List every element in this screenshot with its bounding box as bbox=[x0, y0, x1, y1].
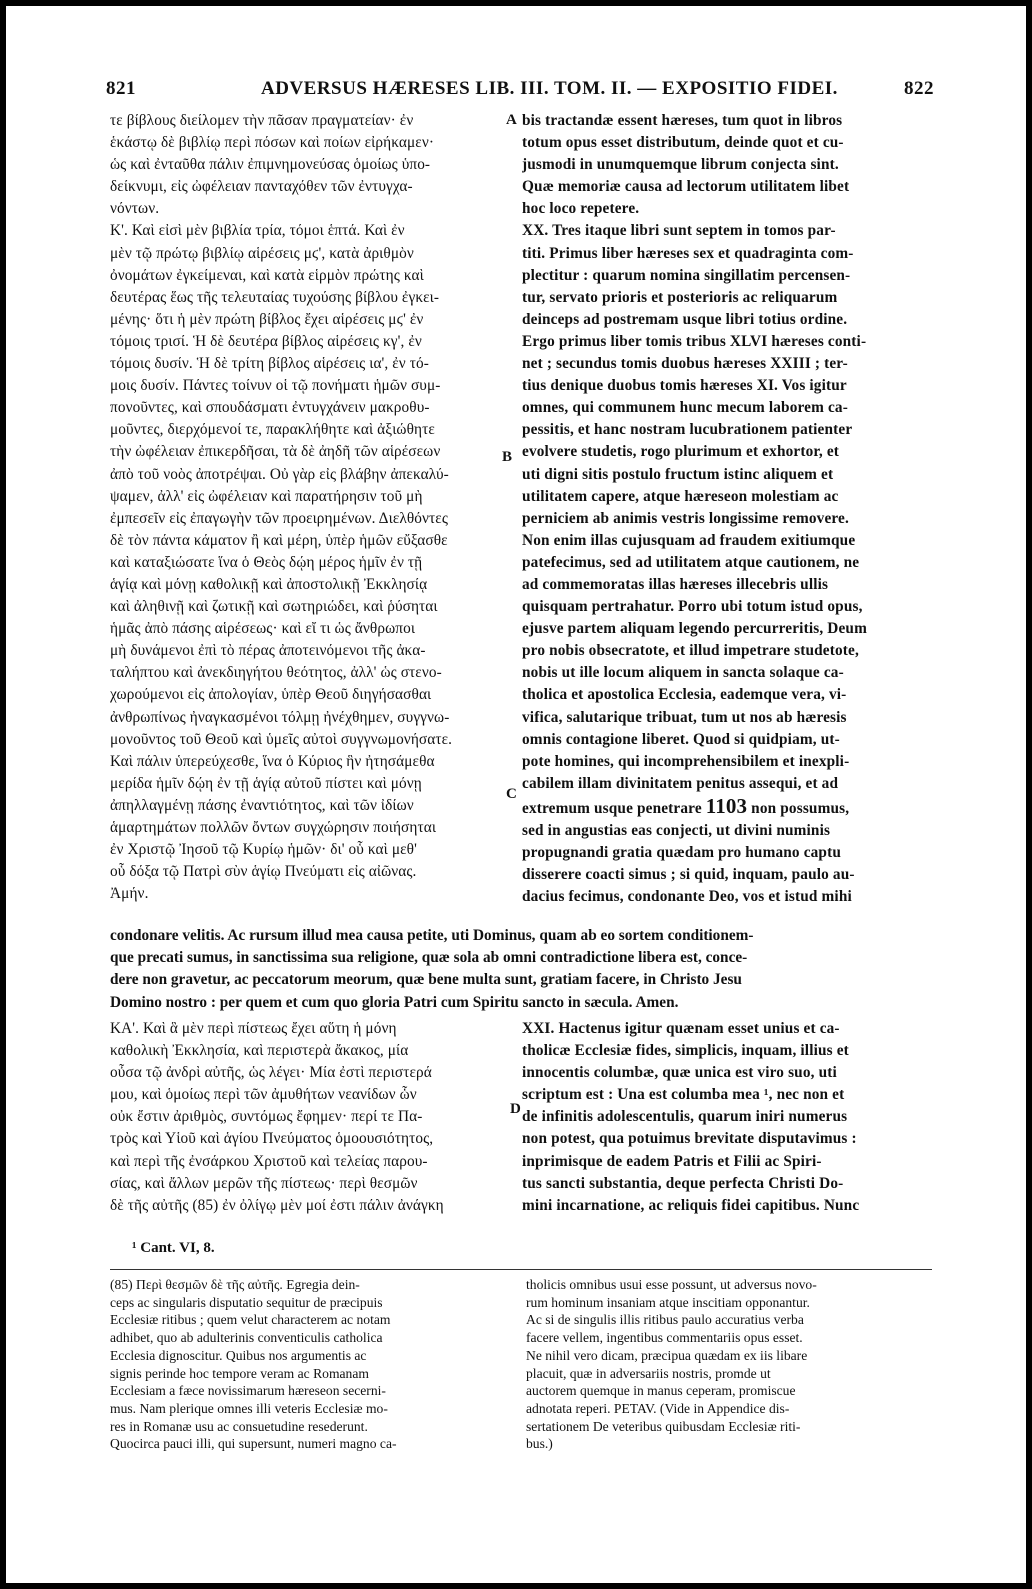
greek-text-line: οὖσα τῷ ἀνδρὶ αὐτῆς, ὡς λέγει· Μία ἐστὶ περιστερά bbox=[110, 1064, 432, 1082]
latin-text-line: omnes, qui communem hunc mecum laborem ca- bbox=[522, 399, 848, 417]
greek-text-line: ἀνθρωπίνως ἠναγκασμένοι τόλμῃ ἠνέχθημεν, συγγνω- bbox=[110, 708, 450, 726]
greek-text-line: τὴν ὠφέλειαν ἐπικερδῆσαι, τὰ δὲ ἀηδῆ τῶν αἱρέσεων bbox=[110, 443, 441, 461]
latin-text-fragment: non possumus, bbox=[747, 799, 850, 817]
greek-text-line: ἑκάστῳ δὲ βιβλίῳ περὶ πόσων καὶ ποίων εἰρήκαμεν· bbox=[110, 134, 435, 152]
note-line: auctorem quemque in manus ceperam, promiscue bbox=[526, 1383, 796, 1399]
latin-text-line: tius denique duobus tomis hæreses XI. Vos igitur bbox=[522, 377, 847, 395]
latin-text-line: sed in angustias eas conjecti, ut divini numinis bbox=[522, 822, 831, 839]
greek-text-line: ἡμᾶς ἀπὸ πάσης αἱρέσεως· καὶ εἴ τι ὡς ἄνθρωποι bbox=[110, 620, 416, 638]
latin-text-line: hoc loco repetere. bbox=[522, 200, 640, 218]
page-number-left: 821 bbox=[106, 78, 136, 99]
greek-text-line: ταλήπτου καὶ ἀνεκδιηγήτου θεότητος, ἀλλ' ὡς στενο- bbox=[110, 664, 442, 682]
margin-marker-d: D bbox=[510, 1101, 521, 1117]
latin-text-line: patefecimus, sed ad utilitatem atque cautionem, ne bbox=[522, 553, 860, 571]
note-line: mus. Nam plerique omnes illi veteris Ecclesiæ mo- bbox=[110, 1400, 388, 1416]
latin-text-line: XX. Tres itaque libri sunt septem in tomos par- bbox=[522, 222, 836, 240]
latin-text-line: tholicæ Ecclesiæ fides, simplicis, inquam, illius et bbox=[522, 1042, 849, 1060]
greek-text-line: ὀνομάτων ἐγκείμεναι, καὶ κατὰ εἱρμὸν πρώτης καὶ bbox=[110, 266, 424, 284]
latin-text-line: propugnandi gratia quædam pro humano captu bbox=[522, 844, 841, 862]
margin-marker-c: C bbox=[506, 786, 517, 802]
note-line: Ecclesia dignoscitur. Quibus nos argumentis ac bbox=[110, 1347, 367, 1363]
greek-text-line: ἁμαρτημάτων πολλῶν ὄντων συγχώρησιν ποιήσηται bbox=[110, 819, 437, 836]
greek-text-line: μὲν τῷ πρώτῳ βιβλίῳ αἱρέσεις μϛ', κατὰ ἀριθμὸν bbox=[110, 244, 414, 262]
greek-text-line: τόμοις τρισί. Ἡ δὲ δευτέρα βίβλος αἱρέσεις κγ', ἐν bbox=[110, 332, 422, 350]
greek-text-line: οὐκ ἔστιν ἀριθμὸς, συντόμως ἔφημεν· περί τε Πα- bbox=[110, 1108, 423, 1126]
greek-text-line: σίας, καὶ ἄλλων μερῶν τῆς πίστεως· περὶ θεσμῶν bbox=[110, 1174, 418, 1192]
full-width-line: Domino nostro : per quem et cum quo gloria Patri cum Spiritu sancto in sæcula. Amen. bbox=[110, 993, 679, 1011]
latin-text-line: utilitatem capere, atque hæreseon molestiam ac bbox=[522, 487, 839, 505]
note-line: rum hominum insaniam atque inscitiam opponantur. bbox=[526, 1294, 810, 1310]
greek-text-line: μερίδα ἡμῖν δῴη ἐν τῇ ἁγίᾳ αὐτοῦ πίστει καὶ μόνῃ bbox=[110, 774, 422, 792]
latin-column-2 bbox=[522, 1018, 932, 1217]
full-width-line: condonare velitis. Ac rursum illud mea causa petite, uti Dominus, quam ab eo sortem conditionem- bbox=[110, 927, 754, 944]
latin-text-line: plectitur : quarum nomina singillatim percensen- bbox=[522, 266, 851, 284]
note-line: res in Romanæ usu ac consuetudine resederunt. bbox=[110, 1418, 368, 1434]
greek-text-line: ψαμεν, ἀλλ' εἰς ὠφέλειαν καὶ παρατήρησιν τοῦ μὴ bbox=[110, 487, 423, 505]
latin-text-line: XXI. Hactenus igitur quænam esset unius et ca- bbox=[522, 1020, 840, 1037]
greek-text-line: μένης· ὅτι ἡ μὲν πρώτη βίβλος ἔχει αἱρέσεις μϛ' ἐν bbox=[110, 310, 424, 328]
latin-text-line: tur, servato prioris et posterioris ac reliquarum bbox=[522, 288, 838, 306]
greek-text-line: δὲ τὸν πάντα κάματον ἢ καὶ μέρη, ὑπὲρ ἡμῶν εὔξασθε bbox=[110, 531, 448, 549]
note-line: Ecclesiæ ritibus ; quem velut characterem ac notam bbox=[110, 1312, 391, 1328]
latin-text-line: totum opus esset distributum, deinde quot et cu- bbox=[522, 134, 844, 152]
note-line: adnotata reperi. PETAV. (Vide in Appendice dis- bbox=[526, 1400, 790, 1416]
greek-text-line: μονοῦντος τοῦ Θεοῦ καὶ ὑμεῖς αὐτοὶ συγγνωμονήσατε. bbox=[110, 730, 453, 748]
full-width-line: que precati sumus, in sanctissima sua religione, quæ sola ab omni contradictione libera est, conce- bbox=[110, 949, 748, 967]
page-number-right: 822 bbox=[904, 78, 934, 99]
latin-text-line: cabilem illam divinitatem penitus assequi, et ad bbox=[522, 774, 839, 792]
latin-text-line: deinceps ad postremam usque libri totius ordine. bbox=[522, 310, 848, 328]
greek-text-line: μοῦντες, διερχόμενοί τε, παρακλήθητε καὶ ἀξιώθητε bbox=[110, 421, 435, 439]
latin-text-line: quisquam pertrahatur. Porro ubi totum istud opus, bbox=[522, 598, 863, 616]
latin-text-line: mini incarnatione, ac reliquis fidei capitibus. Nunc bbox=[522, 1196, 860, 1214]
latin-text-line bbox=[522, 795, 932, 820]
margin-marker-b: B bbox=[502, 449, 513, 465]
latin-text-line: nobis ut ille locum aliquem in sancta solaque ca- bbox=[522, 664, 844, 682]
latin-text-line: Quæ memoriæ causa ad lectorum utilitatem libet bbox=[522, 178, 850, 196]
note-line: placuit, quæ in adversariis nostris, promde ut bbox=[526, 1365, 771, 1381]
greek-text-line: ἐμπεσεῖν εἰς ἐπαγωγὴν τῶν προειρημένων. Διελθόντες bbox=[110, 509, 448, 527]
greek-text-line: χωρούμενοι εἰς ἀπολογίαν, ὑπὲρ Θεοῦ διηγήσασθαι bbox=[110, 686, 432, 704]
note-line: facere vellem, ingentibus commentariis opus esset. bbox=[526, 1330, 803, 1346]
greek-text-line: καὶ περὶ τῆς ἐνσάρκου Χριστοῦ καὶ τελείας παρου- bbox=[110, 1152, 428, 1170]
greek-text-line: μοις δυσίν. Πάντες τοίνυν οἱ τῷ πονήματι ἡμῶν συμ- bbox=[110, 377, 441, 395]
latin-text-line: perniciem ab animis vestris longissime removere. bbox=[522, 509, 849, 527]
latin-text-line: Ergo primus liber tomis tribus XLVI hæreses conti- bbox=[522, 332, 867, 350]
note-line: Ecclesiam a fæce novissimarum hæreseon secerni- bbox=[110, 1383, 386, 1399]
greek-text-line: μὴ δυνάμενοι ἐπὶ τὸ πέρας ἀποτεινόμενοι τῆς ἀκα- bbox=[110, 642, 426, 660]
greek-column-2 bbox=[110, 1018, 502, 1217]
greek-text-line: ἀπηλλαγμένῃ πάσης ἐναντιότητος, καὶ τῶν ἰδίων bbox=[110, 796, 414, 814]
margin-marker-a: A bbox=[506, 112, 517, 128]
greek-text-line: δευτέρας ἕως τῆς τελευταίας τυχούσης βίβλου ἐγκει- bbox=[110, 288, 440, 306]
greek-text-line: καὶ καταξιώσατε ἵνα ὁ Θεὸς δῴη μέρος ἡμῖν ἐν τῇ bbox=[110, 553, 423, 571]
note-line: Quocirca pauci illi, qui supersunt, numeri magno ca- bbox=[110, 1436, 397, 1452]
note-line: tholicis omnibus usui esse possunt, ut adversus novo- bbox=[526, 1277, 817, 1292]
greek-text-line: Κ'. Καὶ εἰσὶ μὲν βιβλία τρία, τόμοι ἑπτά. Καὶ ἐν bbox=[110, 222, 405, 240]
greek-text-line: καὶ ἀληθινῇ καὶ ζωτικῇ καὶ σωτηριώδει, καὶ ῥύσηται bbox=[110, 598, 438, 616]
latin-text-line: bis tractandæ essent hæreses, tum quot in libros bbox=[522, 112, 843, 129]
note-line: (85) Περὶ θεσμῶν δὲ τῆς αὐτῆς. Egregia dein- bbox=[110, 1277, 360, 1292]
latin-column-1 bbox=[522, 110, 932, 908]
greek-text-line: Ἀμήν. bbox=[110, 885, 149, 903]
latin-text-line: innocentis columbæ, quæ unica est viro suo, uti bbox=[522, 1064, 837, 1082]
full-width-line: dere non gravetur, ac peccatorum meorum, quæ bene multa sunt, gratiam facere, in Christo Jesu bbox=[110, 971, 742, 989]
running-header bbox=[106, 78, 934, 106]
greek-text-line: οὗ δόξα τῷ Πατρὶ σὺν ἁγίῳ Πνεύματι εἰς αἰῶνας. bbox=[110, 863, 417, 881]
latin-text-line: non potest, qua potuimus brevitate disputavimus : bbox=[522, 1130, 857, 1148]
greek-text-line: δείκνυμι, εἰς ὠφέλειαν πανταχόθεν τῶν ἐντυγχα- bbox=[110, 178, 413, 196]
latin-text-line: omnis contagione liberet. Quod si quidpiam, ut- bbox=[522, 730, 840, 748]
latin-text-line: Non enim illas cujusquam ad fraudem exitiumque bbox=[522, 531, 856, 549]
latin-text-line: uti digni sitis postulo fructum istinc aliquem et bbox=[522, 465, 834, 483]
note-line: Ne nihil vero dicam, præcipua quædam ex iis libare bbox=[526, 1347, 808, 1363]
note-line: Ac si de singulis illis ritibus paulo accuratius verba bbox=[526, 1312, 804, 1328]
notes-divider bbox=[110, 1269, 932, 1270]
latin-text-line: tus sancti substantia, deque perfecta Christi Do- bbox=[522, 1174, 844, 1192]
greek-text-line: τόμοις δυσίν. Ἡ δὲ τρίτη βίβλος αἱρέσεις ια', ἐν τό- bbox=[110, 355, 429, 373]
latin-text-line: inprimisque de eadem Patris et Filii ac Spiri- bbox=[522, 1152, 822, 1170]
latin-text-line: disserere coacti simus ; si quid, inquam, paulo au- bbox=[522, 866, 855, 884]
notes-left-column bbox=[110, 1276, 506, 1453]
greek-text-line: ὡς καὶ ἐνταῦθα πάλιν ἐπιμνημονεύσας ὁμοίως ὑπο- bbox=[110, 156, 431, 174]
latin-text-line: net ; secundus tomis duobus hæreses XXIII ; ter- bbox=[522, 355, 848, 373]
latin-text-line: pote homines, qui incomprehensibilem et inexpli- bbox=[522, 752, 850, 770]
note-line: bus.) bbox=[526, 1436, 553, 1452]
greek-text-line: ἀπὸ τοῦ νοὸς ἀποτρέψαι. Οὐ γὰρ εἰς βλάβην ἀπεκαλύ- bbox=[110, 465, 449, 483]
latin-text-line: evolvere studetis, rogo plurimum et exhortor, et bbox=[522, 443, 840, 461]
latin-text-line: pro nobis obsecratote, et illud impetrare studetote, bbox=[522, 642, 859, 660]
latin-text-line: vifica, salutarique tribuat, tum ut nos ab hæresis bbox=[522, 708, 847, 726]
note-line: ceps ac singularis disputatio sequitur de præcipuis bbox=[110, 1294, 383, 1310]
footnote: ¹ Cant. VI, 8. bbox=[132, 1240, 215, 1256]
note-line: adhibet, quo ab adulterinis conventiculis catholica bbox=[110, 1330, 383, 1346]
latin-text-line: scriptum est : Una est columba mea ¹, nec non et bbox=[522, 1086, 845, 1104]
latin-text-line: ad commemoratas illas hæreses illecebris ullis bbox=[522, 575, 829, 593]
full-width-text bbox=[110, 925, 932, 1014]
greek-text-line: νόντων. bbox=[110, 200, 160, 218]
greek-column-1 bbox=[110, 110, 502, 905]
latin-text-line: de infinitis adolescentulis, quarum iniri numerus bbox=[522, 1108, 848, 1126]
latin-text-line: jusmodi in unumquemque librum conjecta sint. bbox=[522, 156, 839, 174]
latin-text-fragment: extremum usque penetrare bbox=[522, 799, 706, 817]
greek-text-line: πονοῦντες, καὶ σπουδάσματι ἐντυγχάνειν μακροθυ- bbox=[110, 399, 430, 417]
notes-right-column bbox=[526, 1276, 932, 1453]
note-line: signis perinde hoc tempore veram ac Romanam bbox=[110, 1365, 369, 1381]
greek-text-line: ΚΑ'. Καὶ ἃ μὲν περὶ πίστεως ἔχει αὕτη ἡ μόνη bbox=[110, 1020, 397, 1037]
greek-text-line: δὲ τῆς αὐτῆς (85) ἐν ὀλίγῳ μὲν μοί ἐστι πάλιν ἀνάγκη bbox=[110, 1196, 444, 1214]
note-line: sertationem De veteribus quibusdam Ecclesiæ riti- bbox=[526, 1418, 801, 1434]
greek-text-line: ἁγίᾳ καὶ μόνῃ καθολικῇ καὶ ἀποστολικῇ Ἐκκλησίᾳ bbox=[110, 575, 428, 593]
latin-text-line: tholica et apostolica Ecclesia, eademque vera, vi- bbox=[522, 686, 847, 704]
running-title: ADVERSUS HÆRESES LIB. III. TOM. II. — EXPOSITIO FIDEI. bbox=[261, 78, 838, 99]
greek-text-line: καθολικὴ Ἐκκλησία, καὶ περιστερὰ ἄκακος, μία bbox=[110, 1042, 409, 1060]
latin-text-line: dacius fecimus, condonante Deo, vos et istud mihi bbox=[522, 888, 852, 906]
column-number-1103: 1103 bbox=[705, 794, 748, 818]
greek-text-line: μου, καὶ ὁμοίως περὶ τῶν ἀμυθήτων νεανίδων ὧν bbox=[110, 1086, 417, 1104]
latin-text-line: titi. Primus liber hæreses sex et quadraginta com- bbox=[522, 244, 854, 262]
greek-text-line: ἐν Χριστῷ Ἰησοῦ τῷ Κυρίῳ ἡμῶν· δι' οὗ καὶ μεθ' bbox=[110, 841, 417, 859]
latin-text-line: pessitis, et hanc nostram lucubrationem patienter bbox=[522, 421, 853, 439]
greek-text-line: τρὸς καὶ Υἱοῦ καὶ ἁγίου Πνεύματος ὁμοουσιότητος, bbox=[110, 1130, 434, 1148]
greek-text-line: Καὶ πάλιν ὑπερεύχεσθε, ἵνα ὁ Κύριος ἣν ἠτησάμεθα bbox=[110, 752, 435, 770]
greek-text-line: τε βίβλους διείλομεν τὴν πᾶσαν πραγματείαν· ἐν bbox=[110, 112, 414, 129]
latin-text-line: ejusve partem aliquam legendo percurreritis, Deum bbox=[522, 620, 867, 638]
